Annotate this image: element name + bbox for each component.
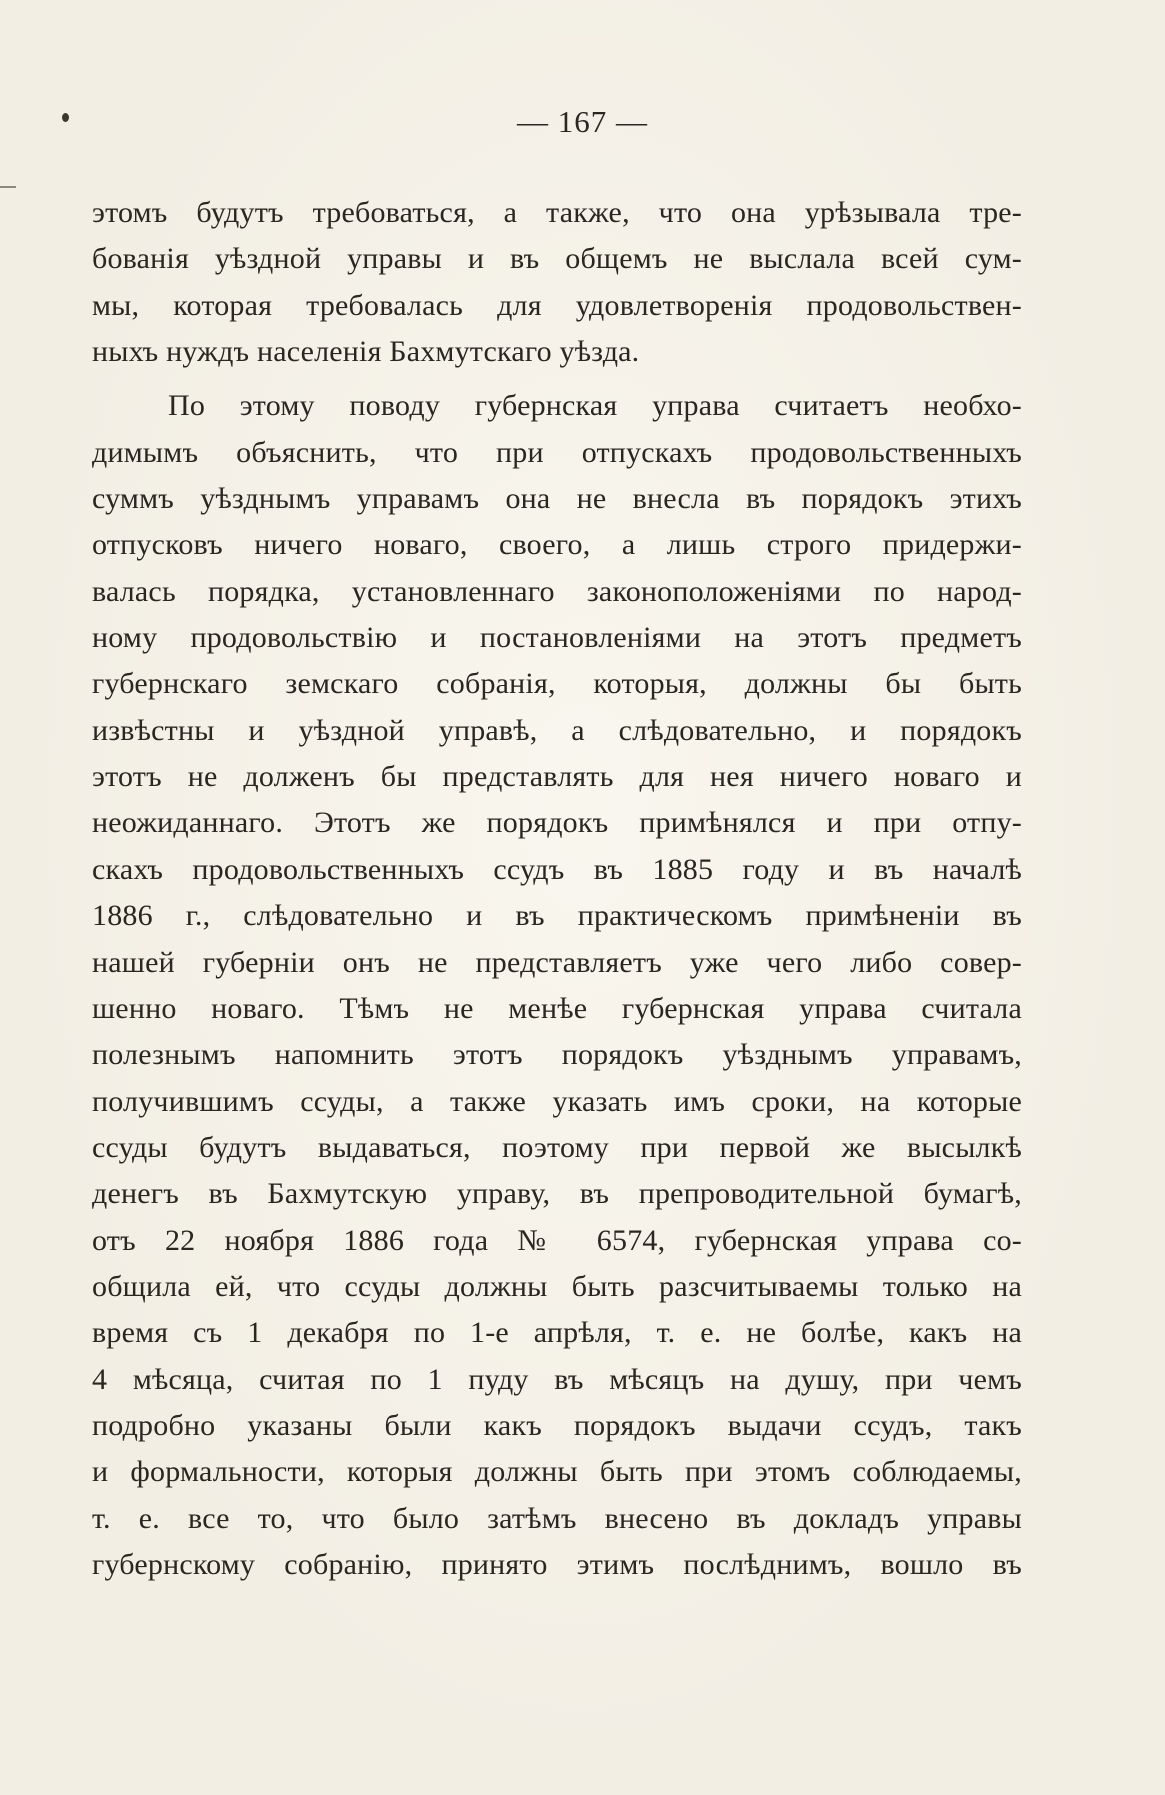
text-line: время съ 1 декабря по 1-е апрѣля, т. е. не болѣе, какъ на (92, 1316, 1022, 1350)
paragraph-1 (92, 190, 1022, 375)
text-line: полезнымъ напомнить этотъ порядокъ уѣзднымъ управамъ, (92, 1038, 1022, 1072)
text-line: суммъ уѣзднымъ управамъ она не внесла въ порядокъ этихъ (92, 482, 1022, 516)
text-line: димымъ объяснить, что при отпускахъ продовольственныхъ (92, 435, 1022, 469)
text-line: и формальности, которыя должны быть при этомъ соблюдаемы, (92, 1455, 1022, 1489)
text-line: нашей губерніи онъ не представляетъ уже чего либо совер- (92, 945, 1022, 979)
page-number: — 167 — (517, 104, 648, 139)
text-line: скахъ продовольственныхъ ссудъ въ 1885 году и въ началѣ (92, 852, 1022, 886)
text-line: губернскаго земскаго собранія, которыя, должны бы быть (92, 667, 1022, 701)
text-line: т. е. все то, что было затѣмъ внесено въ докладъ управы (92, 1501, 1022, 1535)
text-line: бованія уѣздной управы и въ общемъ не выслала всей сум- (92, 242, 1022, 276)
text-line: ному продовольствію и постановленіями на этотъ предметъ (92, 621, 1022, 655)
text-line: извѣстны и уѣздной управѣ, а слѣдовательно, и порядокъ (92, 713, 1022, 747)
text-line: этотъ не долженъ бы представлять для нея ничего новаго и (92, 760, 1022, 794)
text-line: получившимъ ссуды, а также указать имъ сроки, на которые (92, 1084, 1022, 1118)
text-line: подробно указаны были какъ порядокъ выдачи ссудъ, такъ (92, 1408, 1022, 1442)
text-line: ныхъ нуждъ населенія Бахмутскаго уѣзда. (92, 335, 640, 369)
text-line: денегъ въ Бахмутскую управу, въ препроводительной бумагѣ, (92, 1177, 1022, 1211)
text-line: 1886 г., слѣдовательно и въ практическомъ примѣненіи въ (92, 899, 1022, 933)
text-line: мы, которая требовалась для удовлетворенія продовольствен- (92, 288, 1022, 322)
paragraph-2 (92, 383, 1022, 1588)
text-line: неожиданнаго. Этотъ же порядокъ примѣнялся и при отпу- (92, 806, 1022, 840)
text-line: этомъ будутъ требоваться, а также, что она урѣзывала тре- (92, 196, 1022, 229)
text-line: 4 мѣсяца, считая по 1 пуду въ мѣсяцъ на душу, при чемъ (92, 1362, 1022, 1396)
text-line: ссуды будутъ выдаваться, поэтому при первой же высылкѣ (92, 1130, 1022, 1164)
text-line: отпусковъ ничего новаго, своего, а лишь строго придержи- (92, 528, 1022, 562)
margin-mark (0, 186, 16, 188)
text-line: По этому поводу губернская управа считаетъ необхо- (168, 389, 1022, 423)
text-line: валась порядка, установленнаго законоположеніями по народ- (92, 574, 1022, 608)
text-line: отъ 22 ноября 1886 года № 6574, губернская управа со- (92, 1223, 1022, 1257)
body-text (92, 190, 1022, 1588)
text-line: шенно новаго. Тѣмъ не менѣе губернская управа считала (92, 991, 1022, 1025)
text-line: общила ей, что ссуды должны быть разсчитываемы только на (92, 1269, 1022, 1303)
text-line: губернскому собранію, принято этимъ послѣднимъ, вошло въ (92, 1547, 1022, 1581)
